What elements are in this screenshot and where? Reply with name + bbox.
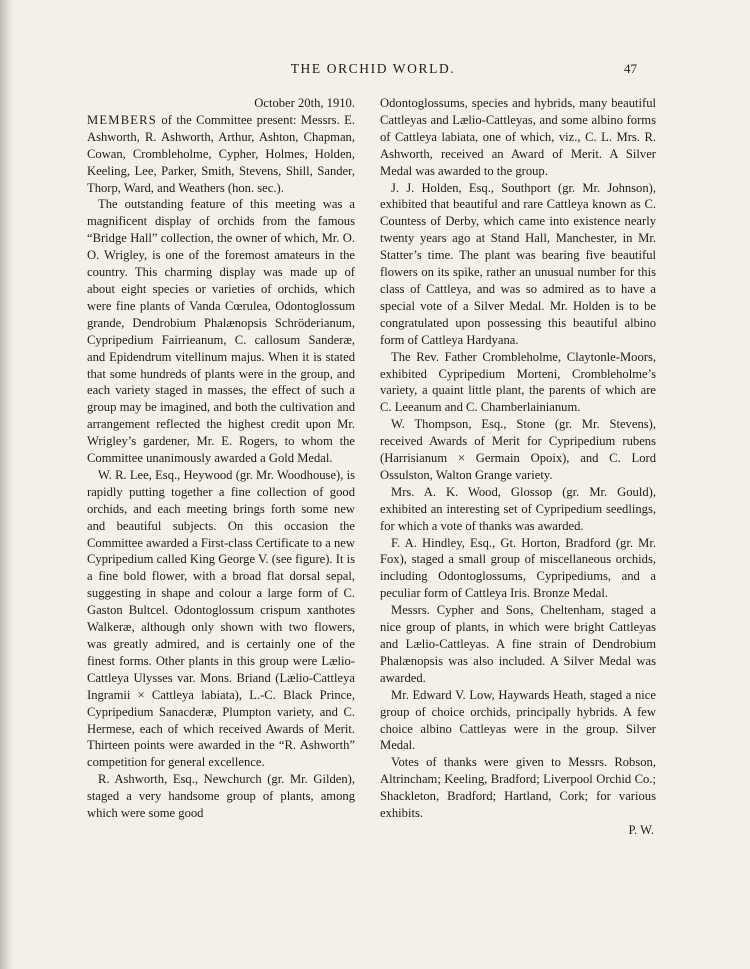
binding-shadow — [0, 0, 14, 969]
paragraph-thompson-stone: W. Thompson, Esq., Stone (gr. Mr. Stevens), received Awards of Merit for Cypripedium rubens (Harrisianum × Germain Opoix), and C. Lord Ossulston, Walton Grange variety. — [380, 417, 656, 482]
paragraph-cypher-sons: Messrs. Cypher and Sons, Cheltenham, staged a nice group of plants, in which were bright Cattleyas and Lælio-Cattleyas. A fine strain of Dendrobium Phalænopsis was also included. A Silver Medal was awarded. — [380, 603, 656, 685]
paragraph-crombleholme: The Rev. Father Crombleholme, Claytonle-Moors, exhibited Cypripedium Morteni, Crombleholme’s variety, a quaint little plant, the parents of which are C. Leeanum and C. Chamberlainianum. — [380, 349, 656, 415]
members-label: MEMBERS — [87, 112, 157, 127]
page-number: 47 — [624, 61, 637, 76]
paragraph-low-haywards-heath: Mr. Edward V. Low, Haywards Heath, staged a nice group of choice orchids, principally hybrids. A few choice albino Cattleyas were in the group. Silver Medal. — [380, 687, 656, 753]
members-paragraph — [87, 112, 355, 197]
journal-title: THE ORCHID WORLD. — [290, 61, 456, 76]
dateline: October 20th, 1910. — [254, 96, 355, 110]
members-text: of the Committee present: Messrs. E. Ashworth, R. Ashworth, Arthur, Ashton, Chapman, Cowan, Crombleholme, Cypher, Holmes, Holden, Keeling, Lee, Parker, Smith, Stevens, Shill, Sander, Thorp, Ward, and Weathers (hon. sec.). — [87, 112, 355, 195]
left-column — [87, 95, 355, 822]
paragraph-continuation: Odontoglossums, species and hybrids, many beautiful Cattleyas and Lælio-Cattleyas, and some albino forms of Cattleya labiata, one of which, viz., C. L. Mrs. R. Ashworth, received an Award of Merit. A Silver Medal was awarded to the group. — [380, 96, 656, 178]
running-head — [0, 61, 750, 81]
signature: P. W. — [628, 822, 654, 837]
right-column — [380, 95, 656, 839]
paragraph-wood-glossop: Mrs. A. K. Wood, Glossop (gr. Mr. Gould), exhibited an interesting set of Cypripedium seedlings, for which a vote of thanks was awarded. — [380, 484, 656, 533]
paragraph-holden-southport: J. J. Holden, Esq., Southport (gr. Mr. Johnson), exhibited that beautiful and rare Cattleya known as C. Countess of Derby, which came into existence nearly twenty years ago at Stand Hall, Manchester, in Mr. Statter’s time. The plant was bearing five beautiful flowers on its spike, rather an unusual number for this class of Cattleya, and was so admired as to have a special vote of a Silver Medal. Mr. Holden is to be congratulated upon possessing this beautiful albino form of Cattleya Hardyana. — [380, 180, 656, 347]
paragraph-hindley-bradford: F. A. Hindley, Esq., Gt. Horton, Bradford (gr. Mr. Fox), staged a small group of miscellaneous orchids, including Odontoglossums, Cypripediums, and a peculiar form of Cattleya Iris. Bronze Medal. — [380, 535, 656, 601]
paragraph-lee-heywood: W. R. Lee, Esq., Heywood (gr. Mr. Woodhouse), is rapidly putting together a fine collection of good orchids, and each meeting brings forth some new and beautiful subjects. On this occasion the Committee awarded a First-class Certificate to a new Cypripedium called King George V. (see figure). It is a fine bold flower, with a broad flat dorsal sepal, suggesting in shape and colour a large form of C. Gaston Bultcel. Odontoglossum crispum xanthotes Walkeræ, although only shown with two flowers, was greatly admired, and is certainly one of the finest forms. Other plants in this group were Lælio-Cattleya Ulysses var. Mons. Briand (Lælio-Cattleya Ingramii × Cattleya labiata), L.-C. Black Prince, Cypripedium Sanacderæ, Plumpton variety, and C. Hermese, each of which received Awards of Merit. Thirteen points were awarded in the “R. Ashworth” competition for general excellence. — [87, 467, 355, 770]
paragraph-votes-of-thanks: Votes of thanks were given to Messrs. Robson, Altrincham; Keeling, Bradford; Liverpool Orchid Co.; Shackleton, Bradford; Hartland, Cork; for various exhibits. — [380, 755, 656, 821]
paragraph-bridge-hall: The outstanding feature of this meeting was a magnificent display of orchids from the famous “Bridge Hall” collection, the owner of which, Mr. O. O. Wrigley, is one of the foremost amateurs in the country. This charming display was made up of about eight species or varieties of orchids, which were fine plants of Vanda Cœrulea, Odontoglossum grande, Dendrobium Phalænopsis Schröderianum, Cypripedium Fairrieanum, C. callosum Sanderæ, and Epidendrum vitellinum majus. When it is stated that some hundreds of plants were in the group, and each variety staged in masses, the effect of such a group may be imagined, and both the cultivation and arrangement reflected the highest credit upon Mr. Wrigley’s gardener, Mr. E. Rogers, to whom the Committee unanimously awarded a Gold Medal. — [87, 197, 355, 466]
paragraph-ashworth-newchurch: R. Ashworth, Esq., Newchurch (gr. Mr. Gilden), staged a very handsome group of plants, among which were some good — [87, 772, 355, 821]
